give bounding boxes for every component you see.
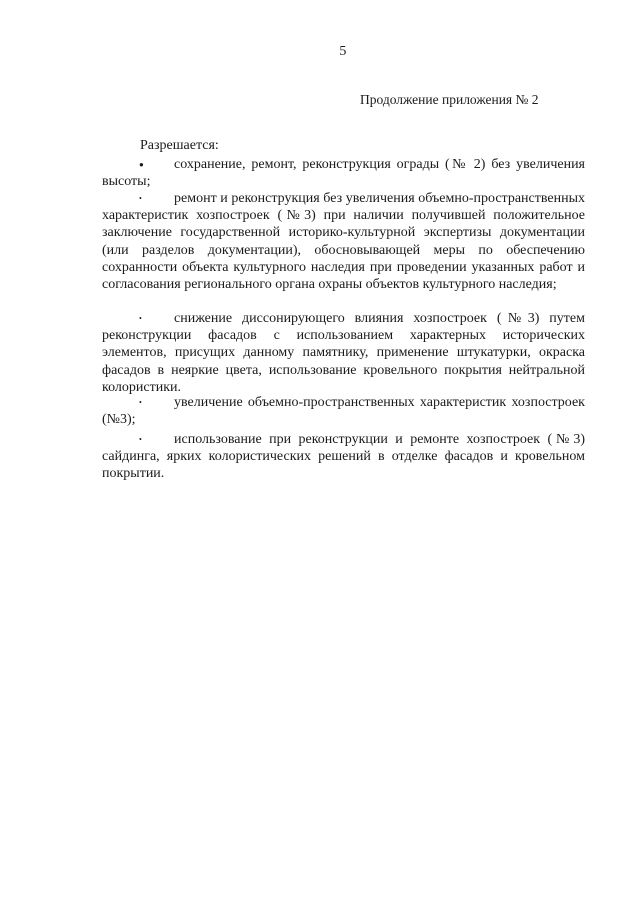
bullet-icon: • [139,314,142,323]
list-item-text: увеличение объемно-пространственных характеристик хозпостроек (№3); [102,395,585,428]
list-item [102,394,585,428]
list-item-text: снижение диссонирующего влияния хозпостроек (№3) путем реконструкции фасадов с использованием характерных исторических элементов, присущих данному памятнику, применение штукатурки, окраска фасадов в неяркие цвета, использование кровельного покрытия нейтральной колористики. [102,311,585,395]
list-item-text: использование при реконструкции и ремонте хозпостроек (№3) сайдинга, ярких колористических решений в отделке фасадов и кровельном покрытии. [102,432,585,482]
appendix-continuation-note: Продолжение приложения № 2 [360,92,539,107]
list-item [102,190,585,293]
page-number: 5 [339,44,347,59]
list-item [102,310,585,396]
permitted-heading: Разрешается: [140,138,219,153]
bullet-icon: • [139,194,142,203]
list-item [102,156,585,190]
list-item-text: ремонт и реконструкция без увеличения объемно-пространственных характеристик хозпостроек (№3) при наличии получившей положительное заключение государственной историко-культурной экспертизы документации (или разделов документации), обосновывающей меры по обеспечению сохранности объекта культурного наследия при проведении указанных работ и согласования регионального органа охраны объектов культурного наследия; [102,191,585,293]
list-item [102,431,585,483]
list-item-text: сохранение, ремонт, реконструкция ограды (№ 2) без увеличения высоты; [102,157,585,190]
bullet-icon: • [139,435,142,444]
bullet-icon: ● [139,160,144,169]
bullet-icon: • [139,398,142,407]
